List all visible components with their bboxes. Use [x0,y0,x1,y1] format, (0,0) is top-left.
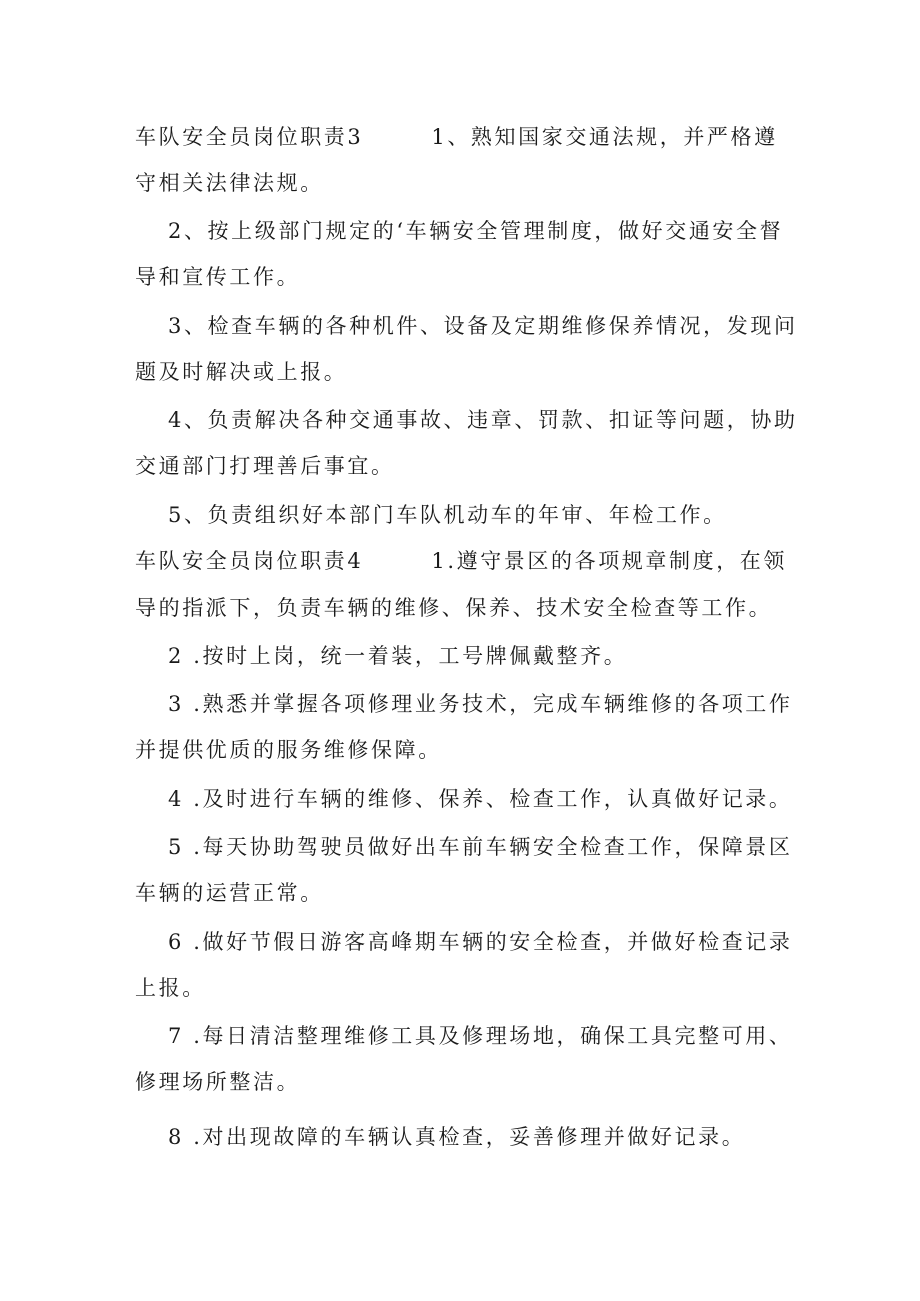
section-3-item-4: 4、负责解决各种交通事故、违章、罚款、扣证等问题，协助 [168,408,798,432]
section-3-item-4-cont: 交通部门打理善后事宜。 [135,454,395,478]
section-4-heading: 车队安全员岗位职责4 [135,549,364,573]
section-4-item-3-cont: 并提供优质的服务维修保障。 [135,738,442,762]
section-3-item-1-start: 1、熟知国家交通法规，并严格遵 [431,125,778,149]
section-4-item-7: 7 .每日清洁整理维修工具及修理场地，确保工具完整可用、 [168,1024,793,1048]
section-3-item-2-cont: 导和宣传工作。 [135,265,301,289]
section-4-item-6: 6 .做好节假日游客高峰期车辆的安全检查，并做好检查记录 [168,930,793,954]
section-4-item-3: 3 .熟悉并掌握各项修理业务技术，完成车辆维修的各项工作 [168,692,793,716]
section-4-item-4: 4 .及时进行车辆的维修、保养、检查工作，认真做好记录。 [168,787,793,811]
section-4-item-6-cont: 上报。 [135,976,206,1000]
section-4-item-5: 5 .每天协助驾驶员做好出车前车辆安全检查工作，保障景区 [168,835,793,859]
section-4-first-line [135,546,795,576]
section-4-item-1-start: 1.遵守景区的各项规章制度，在领 [431,549,788,573]
section-4-item-8: 8 .对出现故障的车辆认真检查，妥善修理并做好记录。 [168,1125,746,1149]
section-3-first-line [135,122,795,152]
section-3-item-1-cont: 守相关法律法规。 [135,171,324,195]
section-3-item-2: 2、按上级部门规定的‘车辆安全管理制度，做好交通安全督 [168,219,784,243]
section-4-item-7-cont: 修理场所整洁。 [135,1070,301,1094]
section-4-item-2: 2 .按时上岗，统一着装，工号牌佩戴整齐。 [168,644,628,668]
section-4-item-5-cont: 车辆的运营正常。 [135,881,324,905]
section-3-item-5: 5、负责组织好本部门车队机动车的年审、年检工作。 [168,503,727,527]
section-3-item-3: 3、检查车辆的各种机件、设备及定期维修保养情况，发现问 [168,314,798,338]
section-3-item-3-cont: 题及时解决或上报。 [135,360,348,384]
section-4-item-1-cont: 导的指派下，负责车辆的维修、保养、技术安全检查等工作。 [135,596,773,620]
section-3-heading: 车队安全员岗位职责3 [135,125,364,149]
